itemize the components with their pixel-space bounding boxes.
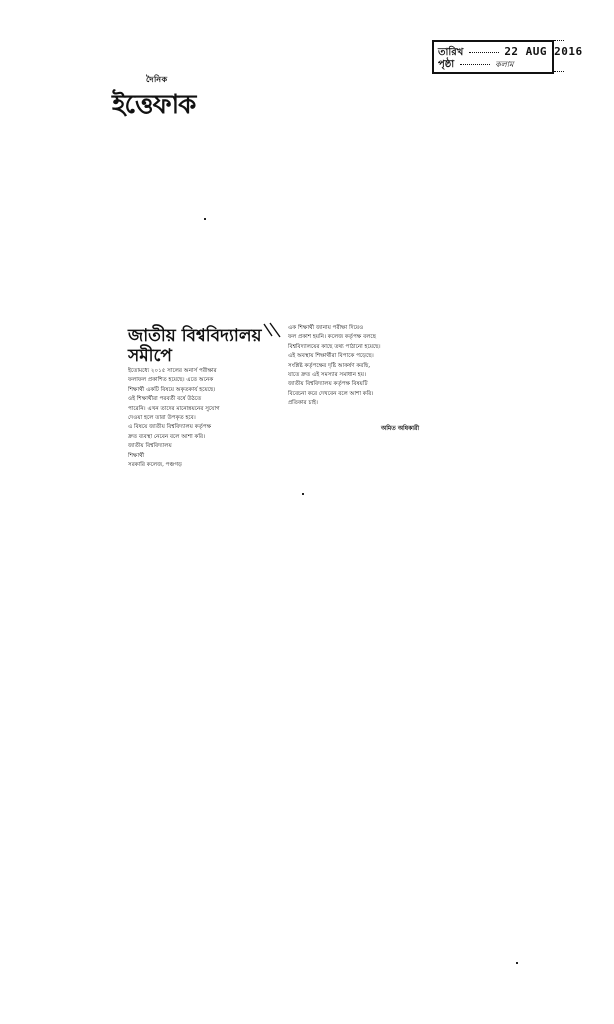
scan-speck — [516, 962, 518, 964]
article-line: দেওয়া হলে তারা উপকৃত হবে। — [128, 415, 196, 422]
article-line: সংশ্লিষ্ট কর্তৃপক্ষের দৃষ্টি আকর্ষণ করছি, — [288, 362, 371, 369]
masthead-subtitle: দৈনিক — [146, 75, 168, 84]
article-line: যাতে দ্রুত এই সমস্যার সমাধান হয়। — [288, 372, 367, 379]
stamp-dotted-line — [460, 64, 490, 65]
article-line: শিক্ষার্থী একটি বিষয়ে অকৃতকার্য হয়েছে। — [128, 386, 216, 393]
article-column-right — [288, 324, 434, 430]
stamp-date-value: 22 AUG 2016 — [504, 45, 583, 58]
article-line: এই অবস্থায় শিক্ষার্থীরা বিপাকে পড়েছে। — [288, 353, 374, 360]
article-byline: অমিত অধিকারী — [381, 425, 420, 432]
article-line: পারেনি। এখন তাদের মানোন্নয়নের সুযোগ — [128, 405, 220, 412]
article-line: বিবেচনা করে দেখবেন বলে আশা করি। — [288, 390, 374, 397]
stamp-page-row — [438, 58, 548, 71]
masthead-title: ইত্তেফাক — [112, 90, 196, 120]
newspaper-masthead — [112, 74, 232, 124]
article-line: জাতীয় বিশ্ববিদ্যালয় কর্তৃপক্ষ বিষয়টি — [288, 381, 368, 388]
stamp-page-label: পৃষ্ঠা — [438, 59, 455, 70]
article-headline: জাতীয় বিশ্ববিদ্যালয় সমীপে — [128, 326, 262, 366]
article-line: এ বিষয়ে জাতীয় বিশ্ববিদ্যালয় কর্তৃপক্ষ — [128, 424, 212, 431]
article-line: সরকারি কলেজ, পঞ্চগড় — [128, 462, 182, 469]
stamp-page-value: কলাম — [495, 60, 514, 69]
article-line: শিক্ষার্থী — [128, 452, 145, 459]
article-line: দ্রুত ব্যবস্থা নেবেন বলে আশা করি। — [128, 433, 206, 440]
scan-speck — [204, 218, 206, 220]
article-column-left — [128, 367, 278, 479]
article-line: প্রতিকার চাই। — [288, 400, 318, 407]
stamp-edge-marks — [554, 40, 564, 72]
article-line: বিশ্ববিদ্যালয়ের কাছে তথ্য পাঠানো হয়েছে। — [288, 343, 381, 350]
article-line: ওই শিক্ষার্থীরা পরবর্তী বর্ষে উঠতে — [128, 396, 202, 403]
stamp-dotted-line — [469, 52, 499, 53]
article-line: জাতীয় বিশ্ববিদ্যালয় — [128, 443, 172, 450]
stamp-date-label: তারিখ — [438, 47, 464, 58]
scan-speck — [302, 493, 304, 495]
date-stamp — [432, 40, 583, 74]
article-line: ফল প্রকাশ হয়নি। কলেজ কর্তৃপক্ষ বলছে — [288, 334, 377, 341]
article-line: এক শিক্ষার্থী জানায় পরীক্ষা দিয়েও — [288, 325, 364, 331]
clipping-tick-marks — [262, 322, 286, 342]
article-line: ইতোমধ্যে ২০১৫ সালের অনার্স পরীক্ষার — [128, 368, 217, 374]
article-line: ফলাফল প্রকাশিত হয়েছে। এতে অনেক — [128, 377, 214, 384]
stamp-date-row — [438, 45, 583, 58]
